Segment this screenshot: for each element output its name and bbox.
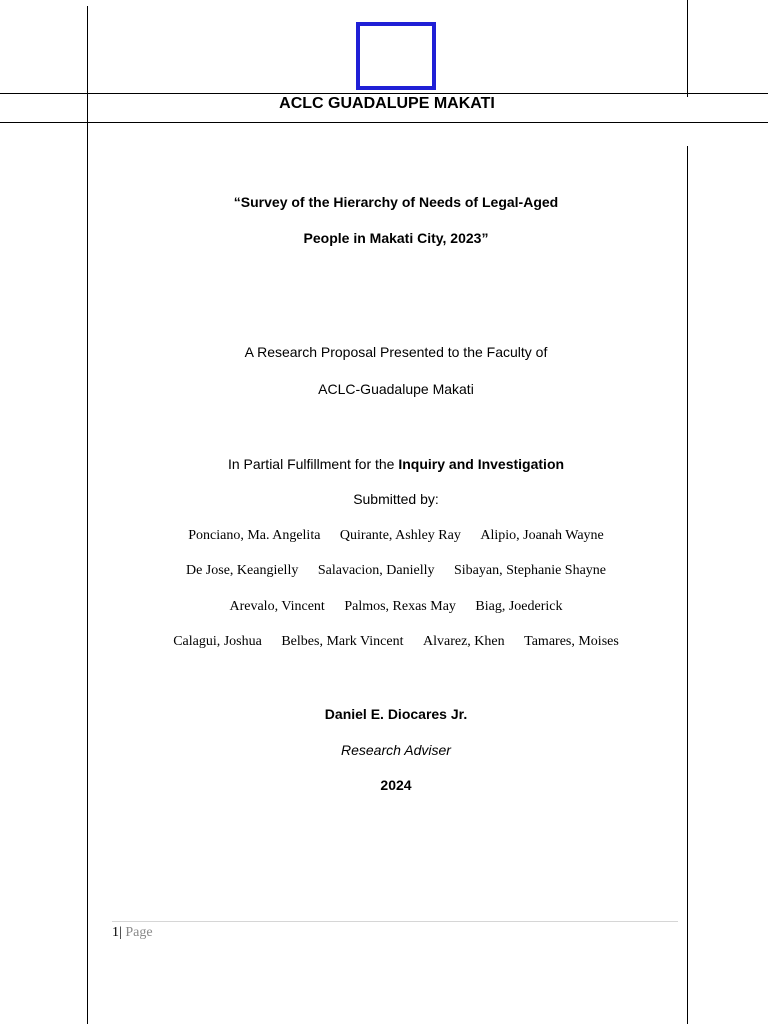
fulfillment-line — [88, 456, 704, 472]
author-name: Sibayan, Stephanie Shayne — [453, 563, 607, 578]
school-name: ACLC GUADALUPE MAKATI — [279, 95, 495, 112]
author-row-1 — [88, 528, 704, 544]
author-name: Palmos, Rexas May — [344, 599, 456, 614]
fulfillment-prefix: In Partial Fulfillment for the — [227, 456, 399, 472]
author-name: Quirante, Ashley Ray — [339, 528, 461, 543]
author-name: Salavacion, Danielly — [317, 563, 435, 578]
author-row-3 — [88, 599, 704, 615]
author-name: Arevalo, Vincent — [229, 599, 325, 614]
author-name: Alvarez, Khen — [423, 634, 505, 649]
adviser-role: Research Adviser — [341, 742, 451, 758]
author-name: Alipio, Joanah Wayne — [480, 528, 604, 543]
left-margin-line — [87, 6, 88, 1024]
year: 2024 — [380, 777, 412, 793]
page-separator: | — [119, 925, 126, 940]
title-line-2: People in Makati City, 2023” — [303, 230, 489, 246]
header-rule-top — [0, 93, 768, 94]
author-name: Calagui, Joshua — [173, 634, 262, 649]
adviser-name: Daniel E. Diocares Jr. — [324, 706, 468, 722]
author-row-2 — [88, 563, 704, 579]
right-margin-line-bottom — [687, 146, 688, 1024]
header-rule-bottom — [0, 122, 768, 123]
author-name: Ponciano, Ma. Angelita — [188, 528, 321, 543]
author-row-4 — [88, 634, 704, 650]
author-name: Tamares, Moises — [524, 634, 619, 649]
footer-divider — [112, 921, 678, 922]
proposal-line-2: ACLC-Guadalupe Makati — [318, 381, 474, 397]
submitted-by-label: Submitted by: — [353, 491, 439, 507]
right-margin-line-top — [687, 0, 688, 97]
author-name: Belbes, Mark Vincent — [281, 634, 404, 649]
author-name: De Jose, Keangielly — [185, 563, 299, 578]
proposal-line-1: A Research Proposal Presented to the Faculty of — [244, 344, 548, 360]
author-name: Biag, Joederick — [475, 599, 563, 614]
school-logo — [356, 22, 436, 90]
title-line-1: “Survey of the Hierarchy of Needs of Legal-Aged — [233, 194, 559, 210]
page-number: 1 — [112, 925, 119, 940]
fulfillment-subject: Inquiry and Investigation — [398, 456, 565, 472]
page-footer — [112, 925, 153, 941]
page-label: Page — [125, 925, 153, 940]
